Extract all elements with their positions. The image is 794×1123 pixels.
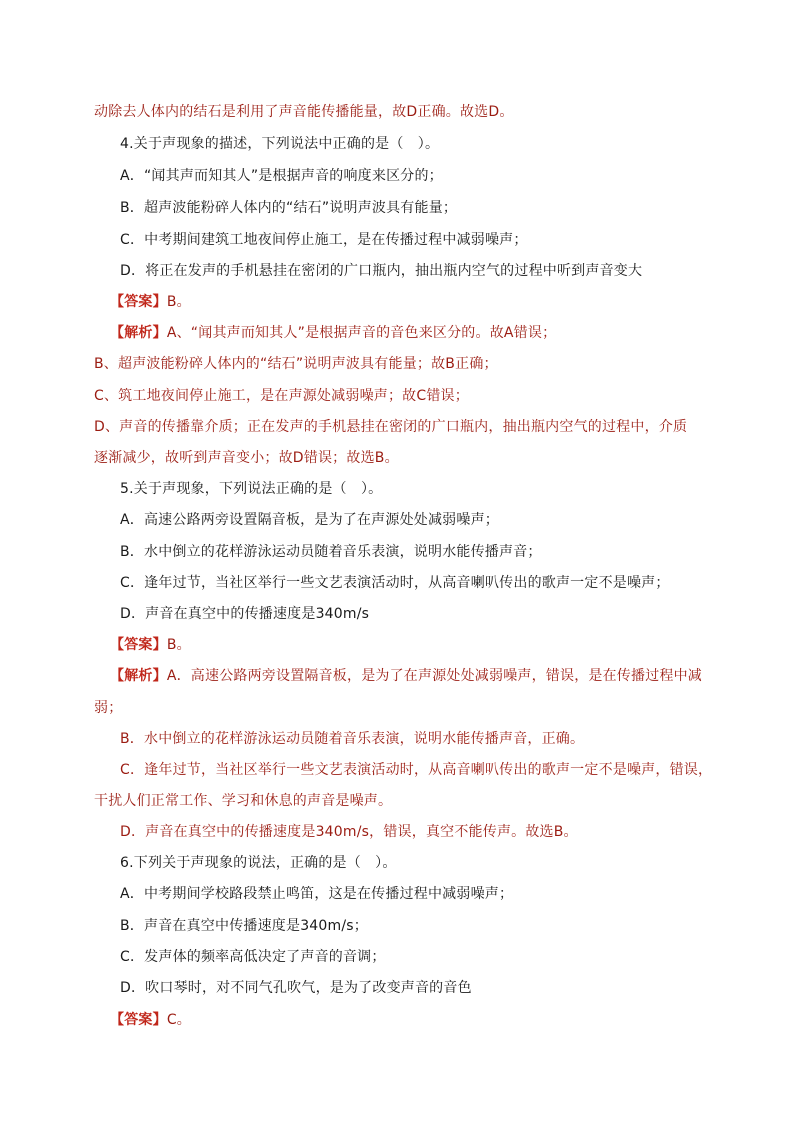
question-4-analysis-line: D、声音的传播靠介质；正在发声的手机悬挂在密闭的广口瓶内，抽出瓶内空气的过程中，介质	[94, 419, 688, 435]
answer-value: B。	[166, 294, 191, 310]
question-4-analysis-line: C、筑工地夜间停止施工，是在声源处减弱噪声；故C错误；	[94, 388, 469, 404]
continuation-text: 动除去人体内的结石是利用了声音能传播能量，故D正确。故选D。	[94, 104, 514, 120]
question-5-analysis-line: C．逢年过节，当社区举行一些文艺表演活动时，从高音喇叭传出的歌声一定不是噪声，错误，	[120, 762, 713, 778]
answer-value: B。	[166, 637, 191, 653]
question-5-analysis-line: 干扰人们正常工作、学习和休息的声音是噪声。	[94, 793, 393, 809]
question-6-option-d: D．吹口琴时，对不同气孔吹气，是为了改变声音的音色	[120, 980, 472, 996]
question-4-option-b: B．超声波能粉碎人体内的“结石”说明声波具有能量；	[120, 200, 458, 216]
question-5-option-a: A．高速公路两旁设置隔音板，是为了在声源处处减弱噪声；	[120, 512, 499, 528]
question-5-analysis-line: D．声音在真空中的传播速度是340m/s，错误，真空不能传声。故选B。	[120, 824, 578, 840]
question-5-option-c: C．逢年过节，当社区举行一些文艺表演活动时，从高音喇叭传出的歌声一定不是噪声；	[120, 575, 670, 591]
answer-tag: 【答案】	[110, 1012, 167, 1028]
analysis-tag: 【解析】	[110, 325, 167, 341]
question-4-option-c: C．中考期间建筑工地夜间停止施工，是在传播过程中减弱噪声；	[120, 232, 528, 248]
question-4-option-d: D．将正在发声的手机悬挂在密闭的广口瓶内，抽出瓶内空气的过程中听到声音变大	[120, 263, 643, 279]
question-4-option-a: A．“闻其声而知其人”是根据声音的响度来区分的；	[120, 168, 443, 184]
question-5-stem: 5.关于声现象，下列说法正确的是（ ）。	[120, 481, 383, 497]
question-4-analysis-line: B、超声波能粉碎人体内的“结石”说明声波具有能量；故B正确；	[94, 356, 498, 372]
answer-tag: 【答案】	[110, 637, 167, 653]
answer-tag: 【答案】	[110, 294, 167, 310]
analysis-tag: 【解析】	[110, 668, 167, 684]
question-4-analysis-line: 逐渐减少，故听到声音变小；故D错误；故选B。	[94, 450, 399, 466]
question-6-option-b: B．声音在真空中传播速度是340m/s；	[120, 918, 368, 934]
question-6-option-c: C．发声体的频率高低决定了声音的音调；	[120, 949, 386, 965]
question-4-answer	[110, 292, 191, 312]
question-5-option-d: D．声音在真空中的传播速度是340m/s	[120, 606, 370, 622]
question-5-analysis-line: 【解析】A．高速公路两旁设置隔音板，是为了在声源处处减弱噪声，错误，是在传播过程中减	[110, 668, 702, 684]
answer-value: C。	[166, 1012, 191, 1028]
question-4-stem: 4.关于声现象的描述，下列说法中正确的是（ ）。	[120, 136, 440, 152]
question-5-analysis-line: 弱；	[94, 700, 123, 716]
question-6-stem: 6.下列关于声现象的说法，正确的是（ ）。	[120, 855, 397, 871]
question-4-analysis-line: 【解析】A、“闻其声而知其人”是根据声音的音色来区分的。故A错误；	[110, 325, 557, 341]
question-5-answer	[110, 635, 191, 655]
question-5-analysis-line: B．水中倒立的花样游泳运动员随着音乐表演，说明水能传播声音，正确。	[120, 731, 585, 747]
question-5-option-b: B．水中倒立的花样游泳运动员随着音乐表演，说明水能传播声音；	[120, 544, 542, 560]
question-6-option-a: A．中考期间学校路段禁止鸣笛，这是在传播过程中减弱噪声；	[120, 886, 514, 902]
question-6-answer	[110, 1010, 191, 1030]
